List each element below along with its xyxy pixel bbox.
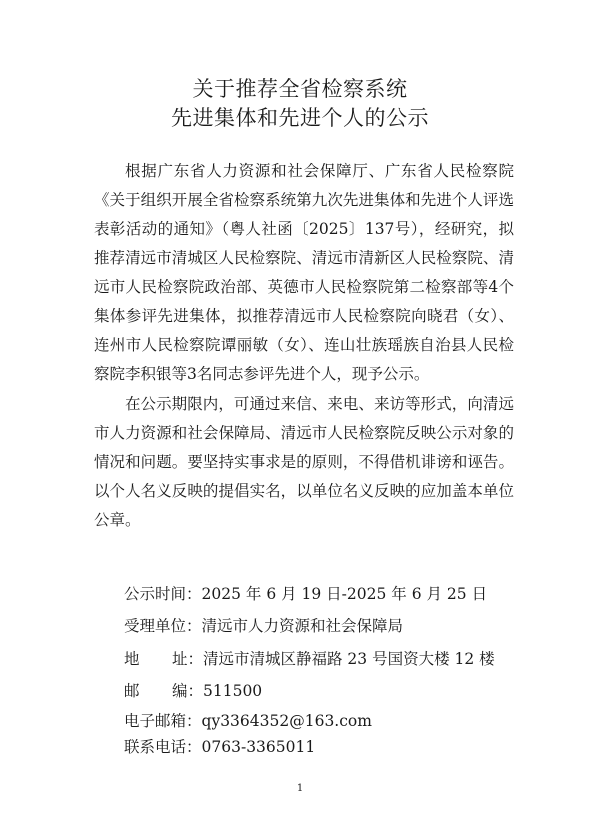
title-line-1: 关于推荐全省检察系统 — [192, 77, 408, 101]
info-row-phone — [124, 733, 315, 762]
info-row-postcode — [124, 677, 262, 706]
phone-value: 0763-3365011 — [201, 738, 316, 756]
info-row-unit — [124, 612, 403, 641]
address-value: 清远市清城区静福路 23 号国资大楼 12 楼 — [203, 650, 495, 668]
info-row-period — [124, 580, 487, 609]
postcode-label-a: 邮 — [124, 682, 140, 700]
address-label — [124, 645, 203, 674]
info-row-address — [124, 645, 495, 674]
postcode-value: 511500 — [203, 682, 263, 700]
email-label: 电子邮箱： — [124, 712, 202, 730]
email-value[interactable]: qy3364352@163.com — [201, 712, 372, 730]
page-number: 1 — [296, 783, 304, 794]
title-line-2: 先进集体和先进个人的公示 — [171, 106, 429, 130]
period-value: 2025 年 6 月 19 日-2025 年 6 月 25 日 — [201, 585, 488, 603]
phone-label: 联系电话： — [124, 738, 202, 756]
body-text — [94, 157, 514, 536]
unit-value: 清远市人力资源和社会保障局 — [201, 617, 404, 635]
paragraph-announcement: 根据广东省人力资源和社会保障厅、广东省人民检察院《关于组织开展全省检察系统第九次先进集体和先进个人评选表彰活动的通知》（粤人社函〔2025〕137号），经研究，拟推荐清远市清城区人民检察院、清远市清新区人民检察院、清远市人民检察院政治部、英德市人民检察院第二检察部等4个集体参评先进集体，拟推荐清远市人民检察院向晓君（女）、连州市人民检察院谭丽敏（女）、连山壮族瑶族自治县人民检察院李积银等3名同志参评先进个人，现予公示。 — [94, 162, 514, 383]
paragraph-feedback: 在公示期限内，可通过来信、来电、来访等形式，向清远市人力资源和社会保障局、清远市人民检察院反映公示对象的情况和问题。要坚持实事求是的原则，不得借机诽谤和诬告。以个人名义反映的提倡实名，以单位名义反映的应加盖本单位公章。 — [94, 395, 514, 529]
postcode-label-b: 编： — [172, 682, 204, 700]
info-row-email — [124, 707, 372, 736]
postcode-label — [124, 677, 203, 706]
unit-label: 受理单位： — [124, 617, 202, 635]
address-label-a: 地 — [124, 650, 140, 668]
address-label-b: 址： — [172, 650, 204, 668]
period-label: 公示时间： — [124, 585, 202, 603]
